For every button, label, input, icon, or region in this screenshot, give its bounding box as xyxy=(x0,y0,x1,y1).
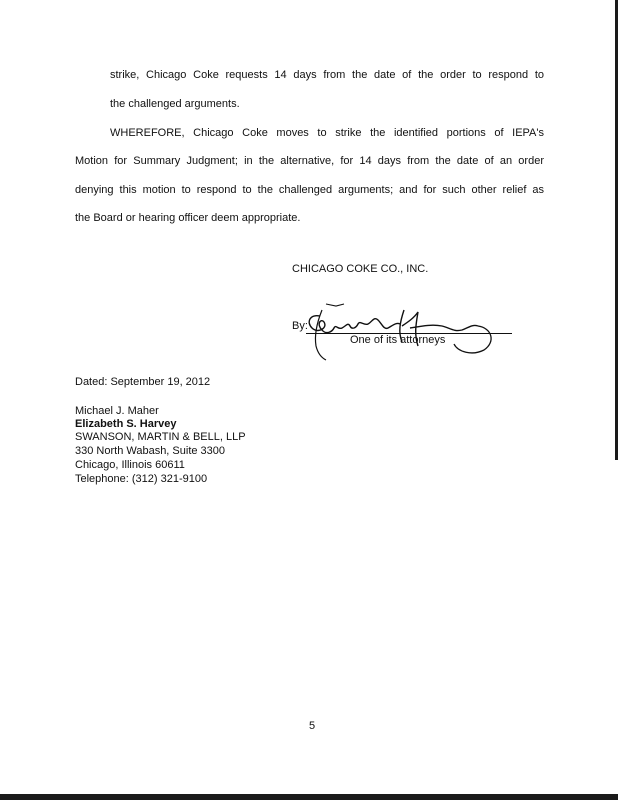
signature-block xyxy=(292,302,517,364)
page-number: 5 xyxy=(309,720,316,732)
city-address: Chicago, Illinois 60611 xyxy=(75,459,185,471)
paragraph-2-line-3: denying this motion to respond to the challenged arguments; and for such other relief as xyxy=(75,184,544,196)
signature-by-label: By: xyxy=(292,320,308,332)
street-address: 330 North Wabash, Suite 3300 xyxy=(75,445,226,457)
paragraph-1-line-2: the challenged arguments. xyxy=(110,98,240,110)
firm-name: SWANSON, MARTIN & BELL, LLP xyxy=(75,431,246,443)
attorney-name-1: Michael J. Maher xyxy=(75,405,159,417)
paragraph-2-line-2: Motion for Summary Judgment; in the alternative, for 14 days from the date of an order xyxy=(75,155,544,167)
telephone: Telephone: (312) 321-9100 xyxy=(75,473,208,485)
scan-edge-bottom xyxy=(0,794,618,800)
paragraph-2-line-1: WHEREFORE, Chicago Coke moves to strike the identified portions of IEPA's xyxy=(110,127,544,139)
signature-caption: One of its attorneys xyxy=(350,334,446,346)
company-name: CHICAGO COKE CO., INC. xyxy=(292,263,429,275)
paragraph-2-line-4: the Board or hearing officer deem appropriate. xyxy=(75,212,301,224)
paragraph-1-line-1: strike, Chicago Coke requests 14 days from the date of the order to respond to xyxy=(110,69,544,81)
attorney-name-2: Elizabeth S. Harvey xyxy=(75,418,177,430)
date-line: Dated: September 19, 2012 xyxy=(75,376,211,388)
